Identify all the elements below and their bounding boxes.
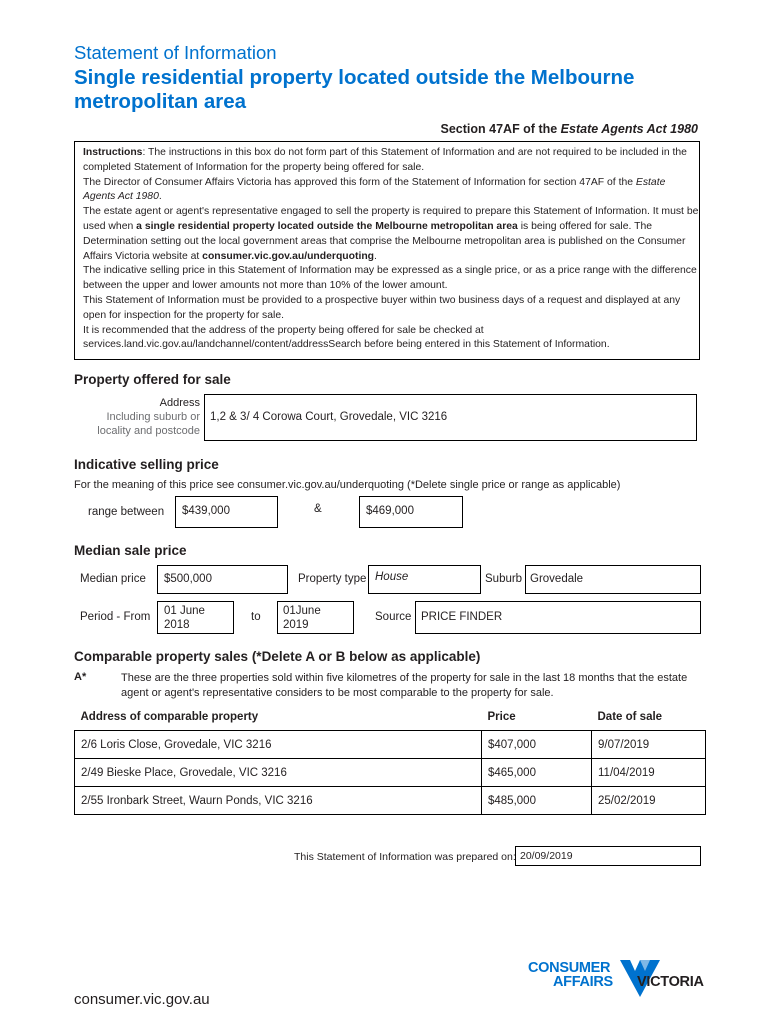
address-label-2: Including suburb or <box>106 411 200 423</box>
period-to-line-2: 2019 <box>283 619 309 631</box>
median-price-label: Median price <box>80 573 146 585</box>
instructions-p3a: The estate agent or agent's representative engaged to sell the property is required to prepare this Statement of Information. It must be used when <box>83 206 699 232</box>
instructions-p3c: . <box>374 250 377 262</box>
instructions-label: Instructions <box>83 147 143 158</box>
section-act: Estate Agents Act 1980 <box>560 122 698 136</box>
consumer-affairs-victoria-logo <box>525 955 705 1005</box>
indicative-note: For the meaning of this price see consumer.vic.gov.au/underquoting (*Delete single price or range as applicable) <box>74 479 621 491</box>
period-label: Period - From <box>80 611 151 623</box>
table-row <box>75 731 706 759</box>
instructions-box <box>74 141 700 360</box>
property-type-field[interactable]: House <box>368 565 481 594</box>
source-label: Source <box>375 611 412 623</box>
column-header-address: Address of comparable property <box>80 711 259 723</box>
logo-line-1: CONSUMER <box>528 960 611 976</box>
suburb-field[interactable]: Grovedale <box>525 565 701 594</box>
instructions-p6: It is recommended that the address of the property being offered for sale be checked at services.land.vic.gov.au/landchannel/content/addressSearch before being entered in this Statement of Information. <box>83 324 610 351</box>
period-from-line-1: 01 June <box>164 605 205 617</box>
table-row <box>75 759 706 787</box>
logo-line-2: AFFAIRS <box>553 974 613 990</box>
underquoting-link[interactable]: consumer.vic.gov.au/underquoting <box>202 250 375 262</box>
comparable-note: These are the three properties sold within five kilometres of the property for sale in the last 18 months that the estate agent or agent's representative considers to be most comparable to the property for sale. <box>121 672 688 699</box>
address-label-1: Address <box>159 397 200 409</box>
instructions-p3b: is being offered for sale. The Determination setting out the local government areas that comprise the Melbourne metropolitan area is published on the Consumer Affairs Victoria website at <box>83 220 686 262</box>
instructions-p4: The indicative selling price in this Statement of Information may be expressed as a single price, or as a price range with the difference between the upper and lower amounts not more than 10% of the lower amount. <box>83 265 697 292</box>
price-low-field[interactable]: $439,000 <box>175 496 278 528</box>
section-reference <box>441 122 698 136</box>
median-price-field[interactable]: $500,000 <box>157 565 288 594</box>
column-header-date: Date of sale <box>597 711 663 723</box>
comparable-date-cell[interactable]: 11/04/2019 <box>592 759 706 787</box>
period-from-line-2: 2018 <box>164 619 190 631</box>
comparable-address-cell[interactable]: 2/6 Loris Close, Grovedale, VIC 3216 <box>75 731 482 759</box>
comparable-date-cell[interactable]: 25/02/2019 <box>592 787 706 815</box>
median-heading: Median sale price <box>74 543 187 558</box>
comparable-date-cell[interactable]: 9/07/2019 <box>592 731 706 759</box>
instructions-p2a: The Director of Consumer Affairs Victoria has approved this form of the Statement of Information for section 47AF of the <box>83 176 636 188</box>
property-type-label: Property type <box>298 573 367 585</box>
property-heading: Property offered for sale <box>74 372 231 387</box>
comparable-heading: Comparable property sales (*Delete A or B below as applicable) <box>74 649 481 664</box>
option-marker: A* <box>74 671 87 683</box>
comparable-price-cell[interactable]: $465,000 <box>482 759 592 787</box>
instructions-p5: This Statement of Information must be provided to a prospective buyer within two business days of a request and displayed at any open for inspection for the property for sale. <box>83 294 681 321</box>
range-ampersand: & <box>314 503 322 515</box>
document-type: Statement of Information <box>74 42 277 63</box>
comparable-price-cell[interactable]: $485,000 <box>482 787 592 815</box>
price-high-field[interactable]: $469,000 <box>359 496 463 528</box>
section-prefix: Section 47AF of the <box>440 122 561 136</box>
indicative-heading: Indicative selling price <box>74 457 219 472</box>
table-row <box>75 787 706 815</box>
instructions-p1: : The instructions in this box do not form part of this Statement of Information and are not required to be included in the completed Statement of Information for the property being offered for sale. <box>83 147 687 173</box>
range-label: range between <box>88 506 165 518</box>
column-header-price: Price <box>487 711 516 723</box>
period-from-field[interactable] <box>157 601 234 634</box>
logo-line-3: VICTORIA <box>637 974 704 990</box>
address-label <box>80 396 200 438</box>
comparable-sales-table <box>74 708 706 815</box>
suburb-label: Suburb <box>485 573 523 585</box>
page-title: Single residential property located outside the Melbourne metropolitan area <box>74 66 635 113</box>
address-field[interactable]: 1,2 & 3/ 4 Corowa Court, Grovedale, VIC 3216 <box>204 394 697 441</box>
period-to-field[interactable] <box>277 601 354 634</box>
period-to-line-1: 01June <box>283 605 321 617</box>
instructions-p3-bold: a single residential property located outside the Melbourne metropolitan area <box>136 220 518 232</box>
prepared-label: This Statement of Information was prepared on: <box>294 851 516 863</box>
instructions-p2-act: Estate Agents Act 1980 <box>83 176 666 203</box>
instructions-p2b: . <box>158 191 162 203</box>
table-header-row <box>75 708 706 731</box>
source-field[interactable]: PRICE FINDER <box>415 601 701 634</box>
comparable-address-cell[interactable]: 2/55 Ironbark Street, Waurn Ponds, VIC 3216 <box>75 787 482 815</box>
comparable-address-cell[interactable]: 2/49 Bieske Place, Grovedale, VIC 3216 <box>75 759 482 787</box>
address-label-3: locality and postcode <box>97 425 200 437</box>
period-to-label: to <box>251 611 261 623</box>
prepared-date-field[interactable]: 20/09/2019 <box>515 846 701 866</box>
comparable-price-cell[interactable]: $407,000 <box>482 731 592 759</box>
footer-url[interactable]: consumer.vic.gov.au <box>74 991 210 1008</box>
